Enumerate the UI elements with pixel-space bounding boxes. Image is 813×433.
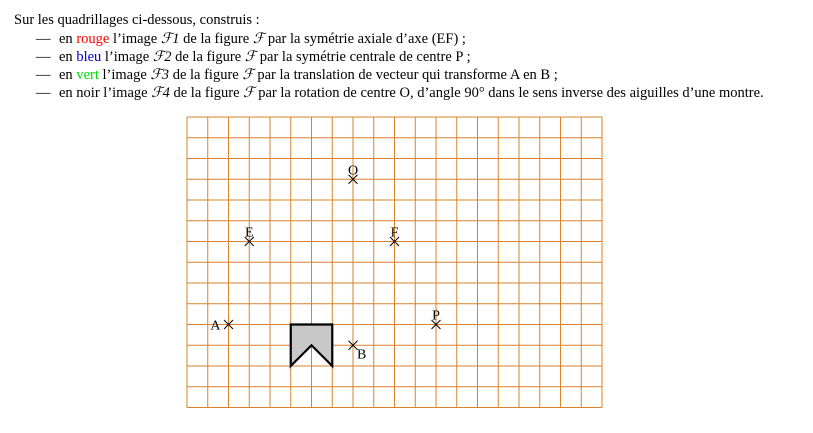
point-label-B: B	[357, 347, 367, 363]
color-word-green: vert	[76, 67, 99, 83]
point-label-O: O	[347, 163, 359, 179]
figure-name: ℱ	[243, 85, 255, 101]
item-dash: —	[36, 31, 51, 47]
figure-name: ℱ	[242, 67, 254, 83]
item-text: en noir l’image ℱ4 de la figure ℱ par la rotation de centre O, d’angle 90° dans le sens inverse des aiguilles d’une montre.	[59, 85, 764, 101]
item-text: en bleu l’image ℱ2 de la figure ℱ par la symétrie centrale de centre P ;	[59, 49, 471, 65]
item-dash: —	[36, 49, 51, 65]
image-name: ℱ1	[160, 31, 180, 47]
point-label-E: E	[244, 225, 254, 241]
figure-name: ℱ	[252, 31, 265, 47]
figure-name: ℱ	[244, 49, 257, 65]
color-word-red: rouge	[76, 31, 110, 47]
point-label-A: A	[210, 318, 221, 334]
image-name: ℱ4	[151, 85, 170, 101]
point-label-P: P	[432, 308, 440, 324]
color-word-blue: bleu	[76, 49, 102, 65]
point-label-F: F	[390, 225, 399, 241]
item-dash: —	[36, 85, 51, 101]
image-name: ℱ3	[150, 67, 170, 83]
item-text: en vert l’image ℱ3 de la figure ℱ par la translation de vecteur qui transforme A en B ;	[59, 67, 558, 83]
item-text: en rouge l’image ℱ1 de la figure ℱ par la symétrie axiale d’axe (EF) ;	[59, 31, 466, 47]
image-name: ℱ2	[152, 49, 172, 65]
item-dash: —	[36, 67, 51, 83]
instructions-intro: Sur les quadrillages ci-dessous, construis :	[14, 12, 260, 28]
